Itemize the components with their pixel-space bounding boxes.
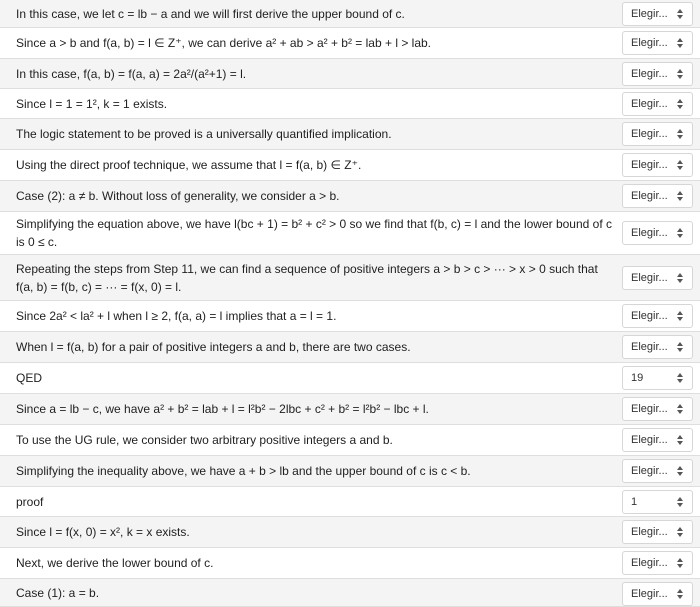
table-row (0, 0, 700, 28)
order-select[interactable]: Elegir... (622, 428, 693, 452)
order-select[interactable]: Elegir... (622, 62, 693, 86)
select-arrows-icon (677, 558, 683, 568)
select-arrows-icon (677, 497, 683, 507)
statement-text: proof (16, 494, 44, 509)
statement-text: Case (2): a ≠ b. Without loss of generality, we consider a > b. (16, 189, 340, 203)
select-arrows-icon (677, 527, 683, 537)
select-arrows-icon (677, 69, 683, 79)
table-row (0, 425, 700, 456)
order-select[interactable]: Elegir... (622, 459, 693, 483)
select-arrows-icon (677, 589, 683, 599)
table-row (0, 456, 700, 487)
order-select[interactable]: Elegir... (622, 153, 693, 177)
select-arrows-icon (677, 191, 683, 201)
statement-text: When l = f(a, b) for a pair of positive integers a and b, there are two cases. (16, 340, 411, 354)
select-arrows-icon (677, 228, 683, 238)
table-row (0, 89, 700, 119)
select-arrows-icon (677, 311, 683, 321)
table-row (0, 119, 700, 150)
statement-text: Simplifying the inequality above, we have a + b > lb and the upper bound of c is c < b. (16, 464, 471, 478)
statement-text: Since a > b and f(a, b) = l ∈ Z⁺, we can derive a² + ab > a² + b² = lab + l > lab. (16, 36, 432, 50)
order-select[interactable]: 19 (622, 366, 693, 390)
select-arrows-icon (677, 129, 683, 139)
order-select[interactable]: Elegir... (622, 582, 693, 606)
statement-text: Since l = f(x, 0) = x², k = x exists. (16, 525, 190, 539)
order-select[interactable]: Elegir... (622, 266, 693, 290)
table-row (0, 301, 700, 332)
statement-text: Since 2a² < la² + l when l ≥ 2, f(a, a) = l implies that a = l = 1. (16, 309, 337, 323)
statement-text: Case (1): a = b. (16, 585, 100, 600)
table-row (0, 212, 700, 255)
select-arrows-icon (677, 342, 683, 352)
statement-text: QED (16, 371, 43, 385)
statement-text: Next, we derive the lower bound of c. (16, 556, 214, 570)
order-select[interactable]: Elegir... (622, 122, 693, 146)
order-select[interactable]: Elegir... (622, 221, 693, 245)
select-arrows-icon (677, 160, 683, 170)
table-row (0, 255, 700, 301)
select-arrows-icon (677, 99, 683, 109)
statement-text: Using the direct proof technique, we assume that l = f(a, b) ∈ Z⁺. (16, 158, 362, 172)
table-row (0, 517, 700, 548)
statement-text: In this case, we let c = lb − a and we will first derive the upper bound of c. (16, 6, 405, 21)
statement-text: Repeating the steps from Step 11, we can find a sequence of positive integers a > b > c > ··· > x > 0 such that f(a, b) = f(b, c) = ··· = f(x, 0) = l. (16, 261, 598, 294)
statement-text: In this case, f(a, b) = f(a, a) = 2a²/(a²+1) = l. (16, 66, 247, 81)
select-arrows-icon (677, 9, 683, 19)
statement-text: Since a = lb − c, we have a² + b² = lab + l = l²b² − 2lbc + c² + b² = l²b² − lbc + l. (16, 402, 429, 416)
order-select[interactable]: Elegir... (622, 520, 693, 544)
table-row (0, 181, 700, 212)
select-arrows-icon (677, 435, 683, 445)
order-select[interactable]: 1 (622, 490, 693, 514)
order-select[interactable]: Elegir... (622, 31, 693, 55)
statement-text: Since l = 1 = 1², k = 1 exists. (16, 96, 168, 111)
order-select[interactable]: Elegir... (622, 2, 693, 26)
table-row (0, 487, 700, 517)
select-arrows-icon (677, 38, 683, 48)
order-select[interactable]: Elegir... (622, 397, 693, 421)
order-select[interactable]: Elegir... (622, 551, 693, 575)
select-arrows-icon (677, 404, 683, 414)
order-select[interactable]: Elegir... (622, 335, 693, 359)
table-row (0, 363, 700, 394)
table-row (0, 394, 700, 425)
order-select[interactable]: Elegir... (622, 304, 693, 328)
select-arrows-icon (677, 373, 683, 383)
table-row (0, 59, 700, 89)
statement-text: To use the UG rule, we consider two arbitrary positive integers a and b. (16, 433, 393, 447)
table-row (0, 28, 700, 59)
table-row (0, 579, 700, 607)
statement-text: The logic statement to be proved is a universally quantified implication. (16, 127, 392, 141)
table-row (0, 150, 700, 181)
statement-text: Simplifying the equation above, we have l(bc + 1) = b² + c² > 0 so we find that f(b, c) = l and the lower bound of c is 0 ≤ c. (16, 217, 613, 249)
select-arrows-icon (677, 466, 683, 476)
order-select[interactable]: Elegir... (622, 184, 693, 208)
table-row (0, 548, 700, 579)
order-select[interactable]: Elegir... (622, 92, 693, 116)
table-row (0, 332, 700, 363)
select-arrows-icon (677, 273, 683, 283)
